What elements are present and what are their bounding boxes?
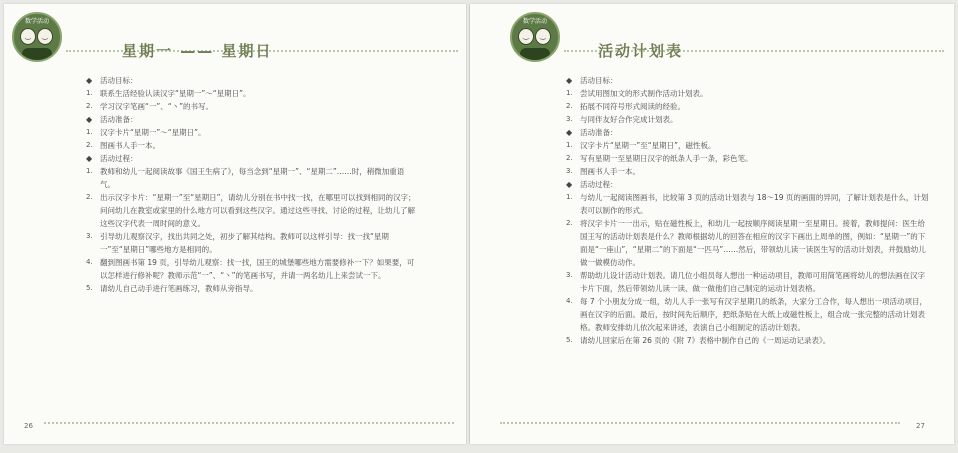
badge-label: 数学活动: [522, 18, 547, 25]
list-item: [86, 282, 416, 295]
item-number: 2.: [86, 141, 93, 149]
list-item: [566, 178, 930, 191]
activity-badge-icon: [510, 12, 560, 62]
section-heading: 活动过程：: [100, 154, 138, 163]
list-item: [86, 74, 416, 87]
item-number: 1.: [86, 128, 93, 136]
list-item: [86, 256, 416, 282]
item-text: 帮助幼儿设计活动计划表。请几位小组员每人想出一种运动项目，教师可用简笔画将幼儿的想法画在汉字卡片下面，然后带领幼儿读一读、做一做他们自己制定的运动计划表格。: [580, 271, 925, 293]
item-text: 汉字卡片“星期一”～“星期日”。: [100, 128, 206, 137]
item-text: 尝试用图加文的形式制作活动计划表。: [580, 89, 708, 98]
list-item: [86, 126, 416, 139]
list-item: [86, 100, 416, 113]
item-text: 图画书人手一本。: [100, 141, 160, 150]
section-heading: 活动准备：: [100, 115, 138, 124]
child-face-icon: ‿: [518, 28, 534, 45]
diamond-bullet-icon: ◆: [86, 76, 93, 85]
page-number: 27: [916, 422, 925, 430]
item-text: 图画书人手一本。: [580, 167, 640, 176]
list-item: [566, 217, 930, 269]
page-title: 星期一 —— 星期日: [122, 42, 273, 60]
list-item: [566, 152, 930, 165]
activity-content: [566, 74, 930, 347]
item-text: 将汉字卡片一一出示，贴在磁性板上，和幼儿一起按顺序阅读星期一至星期日。接着，教师提问：医生给国王写的活动计划表是什么？教师根据幼儿的回答在相应的汉字下画出上周单的图，例如：“星期一”的下面是“一座山”，“星期二”的下面是“一匹马”……然后，带领幼儿读一读医生写的活动计划表，并鼓励幼儿做一做模仿动作。: [580, 219, 926, 267]
diamond-bullet-icon: ◆: [566, 128, 573, 137]
list-item: [566, 295, 930, 334]
list-item: [566, 334, 930, 347]
item-number: 1.: [566, 193, 573, 201]
item-number: 2.: [86, 102, 93, 110]
diamond-bullet-icon: ◆: [86, 115, 93, 124]
list-item: [566, 165, 930, 178]
list-item: [86, 230, 416, 256]
activity-content: [86, 74, 416, 295]
activity-badge-icon: [12, 12, 62, 62]
item-text: 教师和幼儿一起阅读故事《国王生病了》，每当念到“星期一”、“星期二”……时，稍微加重语气。: [100, 167, 405, 189]
badge-label: 数学活动: [24, 18, 49, 25]
item-text: 拓展不同符号形式阅读的经验。: [580, 102, 685, 111]
section-heading: 活动准备：: [580, 128, 618, 137]
item-number: 3.: [566, 271, 573, 279]
list-item: [566, 269, 930, 295]
item-text: 每 7 个小朋友分成一组，幼儿人手一张写有汉字星期几的纸条，大家分工合作，每人想出一项活动项目，画在汉字的后面。最后，按时间先后顺序，把纸条贴在大纸上或磁性板上，组合成一张完整的活动计划表格。教师安排幼儿依次起来讲述，表演自己小组制定的活动计划表。: [580, 297, 928, 332]
item-text: 与幼儿一起阅读图画书，比较第 3 页的活动计划表与 18～19 页的画面的异同，了解计划表是什么，计划表可以制作的形式。: [580, 193, 929, 215]
list-item: [86, 139, 416, 152]
list-item: [86, 113, 416, 126]
diamond-bullet-icon: ◆: [566, 76, 573, 85]
item-text: 联系生活经验认读汉字“星期一”～“星期日”。: [100, 89, 251, 98]
list-item: [86, 191, 416, 230]
item-text: 与同伴友好合作完成计划表。: [580, 115, 678, 124]
item-text: 请幼儿自己动手进行笔画练习，教师从旁指导。: [100, 284, 258, 293]
diamond-bullet-icon: ◆: [86, 154, 93, 163]
item-text: 引导幼儿观察汉字，找出共同之处，初步了解其结构。教师可以这样引导：找一找“星期一”至“星期日”哪些地方是相同的。: [100, 232, 389, 254]
item-number: 5.: [86, 284, 93, 292]
section-heading: 活动目标：: [580, 76, 618, 85]
item-text: 翻到图画书第 19 页，引导幼儿观察：找一找，国王的城堡哪些地方需要修补一下？如果要，可以怎样进行修补呢？教师示范“一”、“丶”的笔画书写，并请一两名幼儿上来尝试一下。: [100, 258, 415, 280]
item-number: 2.: [566, 102, 573, 110]
child-face-icon: ‿: [37, 28, 53, 45]
item-number: 1.: [86, 89, 93, 97]
list-item: [86, 152, 416, 165]
children-body-icon: [520, 48, 550, 60]
item-number: 4.: [566, 297, 573, 305]
right-page: [470, 4, 954, 444]
item-text: 学习汉字笔画“一”、“丶”的书写。: [100, 102, 214, 111]
list-item: [566, 87, 930, 100]
item-number: 3.: [86, 232, 93, 240]
item-number: 1.: [566, 141, 573, 149]
footer-divider: [44, 422, 454, 424]
list-item: [86, 165, 416, 191]
page-title: 活动计划表: [598, 42, 684, 60]
item-text: 请幼儿回家后在第 26 页的《附 7》表格中制作自己的《一周运动记录表》。: [580, 336, 831, 345]
child-face-icon: ‿: [20, 28, 36, 45]
list-item: [86, 87, 416, 100]
list-item: [566, 126, 930, 139]
item-number: 4.: [86, 258, 93, 266]
children-body-icon: [22, 48, 52, 60]
item-number: 1.: [86, 167, 93, 175]
child-face-icon: ‿: [535, 28, 551, 45]
list-item: [566, 191, 930, 217]
list-item: [566, 139, 930, 152]
item-number: 2.: [566, 219, 573, 227]
item-number: 2.: [566, 154, 573, 162]
list-item: [566, 113, 930, 126]
item-number: 3.: [566, 115, 573, 123]
section-heading: 活动目标：: [100, 76, 138, 85]
list-item: [566, 74, 930, 87]
item-text: 汉字卡片“星期一”至“星期日”，磁性板。: [580, 141, 716, 150]
item-text: 写有星期一至星期日汉字的纸条人手一条，彩色笔。: [580, 154, 753, 163]
item-number: 5.: [566, 336, 573, 344]
page-number: 26: [24, 422, 33, 430]
diamond-bullet-icon: ◆: [566, 180, 573, 189]
section-heading: 活动过程：: [580, 180, 618, 189]
item-number: 3.: [566, 167, 573, 175]
left-page: [4, 4, 466, 444]
list-item: [566, 100, 930, 113]
footer-divider: [500, 422, 900, 424]
item-number: 1.: [566, 89, 573, 97]
item-number: 2.: [86, 193, 93, 201]
item-text: 出示汉字卡片：“星期一”至“星期日”，请幼儿分别在书中找一找，在哪里可以找到相同的汉字；问问幼儿在教室或家里的什么地方可以看到这些汉字。通过这些寻找、讨论的过程，让幼儿了解这些汉字代表一周时间的意义。: [100, 193, 416, 228]
